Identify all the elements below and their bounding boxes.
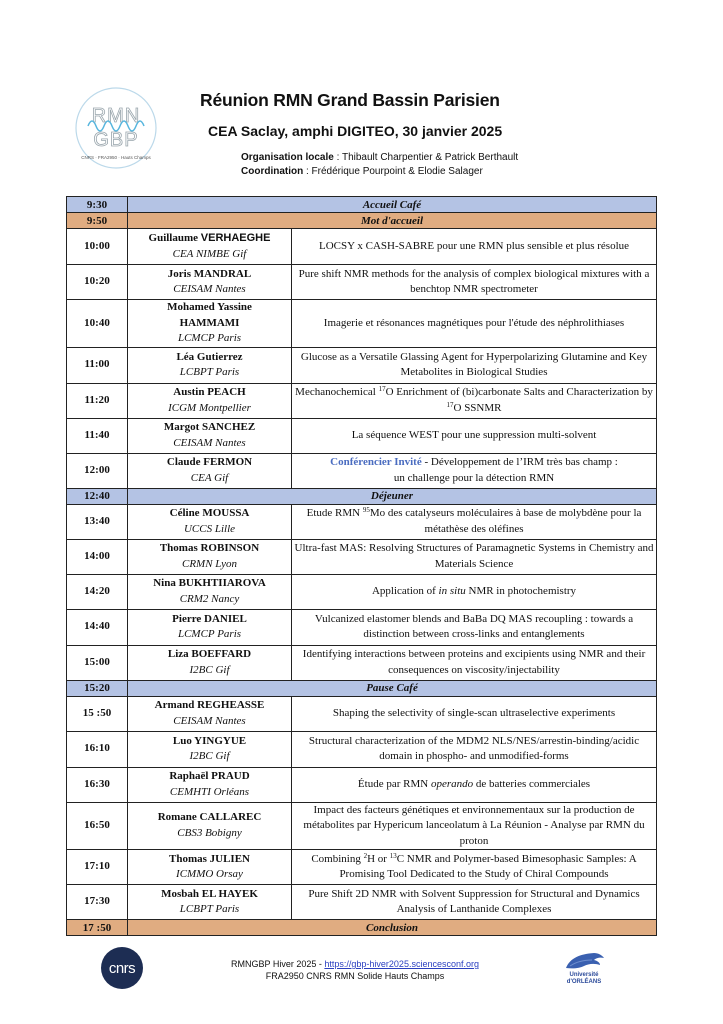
talk-title: Etude RMN $^{95}$Mo des catalyseurs moléculaires à base de molybdène pour la métathèse des oléfines [292, 504, 657, 539]
talk-title: Shaping the selectivity of single-scan ultraselective experiments [292, 696, 657, 731]
talk-row [67, 574, 657, 609]
talk-time: 14:40 [67, 609, 128, 645]
speaker-cell [128, 229, 292, 265]
talk-title: Conférencier Invité - Développement de l’IRM très bas champ : un challenge pour la détection RMN [292, 453, 657, 488]
talk-row [67, 802, 657, 850]
talk-time: 15:00 [67, 645, 128, 680]
break-time: 9:50 [67, 213, 128, 229]
talk-title: Vulcanized elastomer blends and BaBa DQ MAS recoupling : towards a distinction between cross-links and entanglements [292, 609, 657, 645]
speaker-lab: LCMCP Paris [177, 628, 242, 640]
talk-row [67, 850, 657, 885]
footer-text [190, 958, 520, 982]
speaker-name: Romane CALLAREC [157, 811, 262, 824]
talk-row [67, 609, 657, 645]
talk-time: 14:20 [67, 574, 128, 609]
footer-line-2: FRA2950 CNRS RMN Solide Hauts Champs [265, 971, 445, 981]
break-label: Mot d'accueil [128, 213, 657, 229]
speaker-lab: LCBPT Paris [179, 366, 240, 378]
footer-line-1: RMNGBP Hiver 2025 - https://gbp-hiver2025.sciencesconf.org [231, 959, 479, 969]
schedule-table [66, 196, 657, 936]
speaker-name: Claude FERMON [166, 456, 253, 468]
speaker-cell [128, 574, 292, 609]
talk-row [67, 300, 657, 348]
speaker-cell [128, 539, 292, 574]
speaker-lab: ICGM Montpellier [168, 401, 251, 414]
talk-row [67, 453, 657, 488]
universite-orleans-logo [560, 950, 608, 992]
talk-time: 17:10 [67, 850, 128, 885]
speaker-name: Luo YINGYUE [172, 734, 247, 747]
speaker-cell [128, 696, 292, 731]
speaker-name: Austin PEACH [173, 386, 246, 398]
speaker-lab: CEA NIMBE Gif [172, 247, 247, 260]
speaker-cell [128, 767, 292, 802]
talk-time: 11:20 [67, 383, 128, 418]
speaker-cell [128, 383, 292, 418]
speaker-lab: CRMN Lyon [182, 557, 237, 570]
talk-time: 13:40 [67, 504, 128, 539]
speaker-lab: LCMCP Paris [177, 332, 242, 344]
speaker-lab: CEMHTI Orléans [169, 785, 250, 798]
speaker-lab: CBS3 Bobigny [177, 826, 242, 839]
speaker-cell [128, 453, 292, 488]
talk-time: 11:40 [67, 418, 128, 453]
talk-time: 10:40 [67, 300, 128, 348]
talk-title: Structural characterization of the MDM2 NLS/NES/arrestin-binding/acidic domain in phospho- and unmodified-forms [292, 731, 657, 767]
break-time: 9:30 [67, 197, 128, 213]
talk-title: LOCSY x CASH-SABRE pour une RMN plus sensible et plus résolue [292, 229, 657, 265]
talk-row [67, 696, 657, 731]
break-time: 15:20 [67, 680, 128, 696]
break-time: 17 :50 [67, 920, 128, 936]
speaker-name: Liza BOEFFARD [167, 648, 252, 660]
speaker-lab: LCBPT Paris [179, 903, 240, 915]
break-label: Déjeuner [128, 488, 657, 504]
speaker-name: Guillaume VERHAEGHE [148, 232, 271, 244]
talk-row [67, 504, 657, 539]
break-label: Pause Café [128, 680, 657, 696]
rmn-gbp-logo [74, 86, 158, 170]
break-row [67, 488, 657, 504]
orleans-bird-icon [560, 950, 608, 972]
talk-title: Pure Shift 2D NMR with Solvent Suppression for Structural and Dynamics Analysis of Lanthanide Complexes [292, 885, 657, 920]
speaker-cell [128, 731, 292, 767]
speaker-name: Mohamed Yassine [167, 301, 252, 313]
talk-time: 11:00 [67, 347, 128, 383]
break-label: Conclusion [128, 920, 657, 936]
speaker-cell [128, 645, 292, 680]
speaker-cell [128, 418, 292, 453]
page-title: Réunion RMN Grand Bassin Parisien [200, 90, 500, 110]
organisation-value: : Thibault Charpentier & Patrick Berthault [333, 152, 519, 163]
svg-text:RMN: RMN [91, 105, 141, 127]
speaker-cell [128, 609, 292, 645]
talk-row [67, 767, 657, 802]
svg-text:CNRS · FRA2950 · Hauts Champs: CNRS · FRA2950 · Hauts Champs [81, 155, 151, 160]
speaker-name: HAMMAMI [179, 316, 240, 329]
speaker-cell [128, 347, 292, 383]
speaker-lab: CEISAM Nantes [173, 714, 246, 727]
speaker-cell [128, 300, 292, 348]
talk-time: 14:00 [67, 539, 128, 574]
coordination-value: : Frédérique Pourpoint & Elodie Salager [303, 166, 483, 177]
talk-row [67, 539, 657, 574]
speaker-name: Raphaël PRAUD [169, 770, 250, 782]
talk-row [67, 229, 657, 265]
break-row [67, 680, 657, 696]
break-row [67, 920, 657, 936]
talk-row [67, 645, 657, 680]
speaker-lab: I2BC Gif [189, 750, 230, 762]
rmn-gbp-logo-icon [74, 86, 158, 170]
speaker-lab: CRM2 Nancy [179, 592, 240, 605]
talk-title: Pure shift NMR methods for the analysis of complex biological mixtures with a benchtop NMR spectrometer [292, 265, 657, 300]
speaker-name: Mosbah EL HAYEK [161, 887, 258, 900]
talk-title: Impact des facteurs génétiques et environnementaux sur la production de métabolites par Hypericum lanceolatum à La Réunion - Analyse par RMN du proton [292, 802, 657, 850]
talk-time: 16:30 [67, 767, 128, 802]
break-row [67, 197, 657, 213]
talk-title: La séquence WEST pour une suppression multi-solvent [292, 418, 657, 453]
talk-title: Glucose as a Versatile Glassing Agent for Hyperpolarizing Glutamine and Key Metabolites in Biological Studies [292, 347, 657, 383]
organisation-label: Organisation locale [241, 152, 334, 163]
speaker-cell [128, 885, 292, 920]
orleans-logo-text: Université d'ORLÉANS [566, 972, 602, 985]
speaker-name: Pierre DANIEL [172, 612, 247, 625]
speaker-name: Thomas ROBINSON [159, 542, 260, 554]
break-row [67, 213, 657, 229]
talk-time: 17:30 [67, 885, 128, 920]
speaker-cell [128, 802, 292, 850]
speaker-name: Thomas JULIEN [169, 852, 250, 865]
speaker-cell [128, 504, 292, 539]
conference-website-link[interactable]: https://gbp-hiver2025.sciencesconf.org [324, 959, 479, 969]
talk-row [67, 347, 657, 383]
speaker-lab: ICMMO Orsay [176, 868, 243, 880]
speaker-lab: I2BC Gif [189, 663, 230, 676]
speaker-lab: CEA Gif [190, 471, 229, 484]
speaker-lab: UCCS Lille [183, 522, 236, 535]
speaker-name: Nina BUKHTIIAROVA [153, 577, 266, 589]
break-time: 12:40 [67, 488, 128, 504]
invited-speaker-badge: Conférencier Invité [330, 456, 422, 468]
talk-title: Combining $^2$H or $^{13}$C NMR and Polymer-based Bimesophasic Samples: A Promising Tool Dedicated to the Study of Chiral Compounds [292, 850, 657, 885]
page-subtitle: CEA Saclay, amphi DIGITEO, 30 janvier 2025 [208, 123, 503, 139]
talk-title: Identifying interactions between proteins and excipients using NMR and their consequences on viscosity/injectability [292, 645, 657, 680]
talk-time: 16:10 [67, 731, 128, 767]
cnrs-logo: cnrs [101, 947, 143, 989]
talk-title: Étude par RMN operando de batteries commerciales [292, 767, 657, 802]
speaker-name: Céline MOUSSA [169, 507, 250, 519]
coordination-line [241, 166, 483, 177]
speaker-name: Joris MANDRAL [167, 267, 252, 280]
break-label: Accueil Café [128, 197, 657, 213]
talk-row [67, 265, 657, 300]
speaker-name: Margot SANCHEZ [163, 421, 256, 433]
coordination-label: Coordination [241, 166, 304, 177]
talk-row [67, 731, 657, 767]
talk-row [67, 383, 657, 418]
talk-time: 15 :50 [67, 696, 128, 731]
speaker-name: Armand REGHEASSE [154, 699, 265, 711]
speaker-lab: CEISAM Nantes [173, 283, 246, 295]
talk-title: Ultra-fast MAS: Resolving Structures of Paramagnetic Systems in Chemistry and Materials Science [292, 539, 657, 574]
talk-title: Mechanochemical $^{17}$O Enrichment of (bi)carbonate Salts and Characterization by $^{17}$O SSNMR [292, 383, 657, 418]
talk-row [67, 885, 657, 920]
talk-time: 10:00 [67, 229, 128, 265]
organisation-line [241, 152, 518, 163]
speaker-cell [128, 850, 292, 885]
talk-time: 10:20 [67, 265, 128, 300]
talk-title: Application of in situ NMR in photochemistry [292, 574, 657, 609]
speaker-cell [128, 265, 292, 300]
speaker-lab: CEISAM Nantes [173, 436, 246, 449]
talk-row [67, 418, 657, 453]
speaker-name: Léa Gutierrez [176, 350, 243, 363]
talk-title: Imagerie et résonances magnétiques pour l'étude des néphrolithiases [292, 300, 657, 348]
talk-time: 12:00 [67, 453, 128, 488]
svg-text:GBP: GBP [93, 129, 139, 151]
talk-time: 16:50 [67, 802, 128, 850]
